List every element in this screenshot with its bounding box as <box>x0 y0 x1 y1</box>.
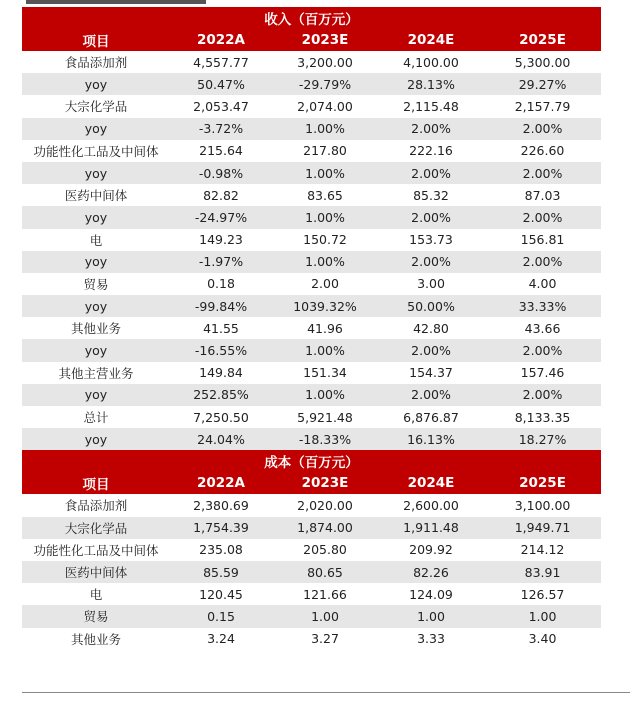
revenue-column-header: 2024E <box>378 29 484 51</box>
cost-column-header: 项目 <box>22 472 170 494</box>
table-cell: 1,874.00 <box>272 517 378 539</box>
table-cell: 2.00% <box>484 251 601 273</box>
table-row <box>22 362 601 384</box>
row-label: yoy <box>22 251 170 273</box>
bottom-divider <box>22 692 630 693</box>
table-cell: 41.55 <box>203 320 239 336</box>
table-row <box>22 605 601 627</box>
table-cell: 2.00% <box>484 339 601 361</box>
table-row <box>22 494 601 516</box>
row-label: 医药中间体 <box>22 561 170 583</box>
table-cell: 1.00% <box>272 251 378 273</box>
table-cell: 1.00% <box>272 206 378 228</box>
row-label: 食品添加剂 <box>64 498 128 514</box>
table-row <box>22 384 601 406</box>
table-row <box>22 162 601 184</box>
row-label: 电 <box>89 232 103 248</box>
table-cell: 2,053.47 <box>193 98 249 114</box>
table-row <box>22 251 601 273</box>
table-cell: 1.00 <box>272 605 378 627</box>
table-cell: 82.26 <box>378 561 484 583</box>
row-label: 医药中间体 <box>64 188 128 204</box>
table-cell: 3.40 <box>528 631 557 647</box>
table-cell: 157.46 <box>520 365 565 381</box>
table-cell: 121.66 <box>303 586 347 602</box>
table-cell: 2,600.00 <box>403 497 459 513</box>
row-label: 贸易 <box>22 605 170 627</box>
table-cell: -18.33% <box>272 428 378 450</box>
cost-section-title: 成本（百万元） <box>22 450 601 472</box>
table-row <box>22 95 601 117</box>
table-cell: 126.57 <box>520 586 565 602</box>
row-label: 其他主营业务 <box>58 365 134 381</box>
table-cell: 1,949.71 <box>484 517 601 539</box>
table-cell: 2.00% <box>378 118 484 140</box>
table-cell: -24.97% <box>170 206 272 228</box>
table-row <box>22 583 601 605</box>
table-row <box>22 339 601 361</box>
table-cell: 80.65 <box>272 561 378 583</box>
table-cell: 2,380.69 <box>193 497 249 513</box>
revenue-column-header: 项目 <box>22 29 170 51</box>
table-cell: 28.13% <box>378 73 484 95</box>
row-label: yoy <box>22 118 170 140</box>
table-cell: 4.00 <box>528 276 557 292</box>
table-cell: -0.98% <box>170 162 272 184</box>
row-label: yoy <box>22 384 170 406</box>
table-cell: 83.65 <box>307 187 343 203</box>
table-row <box>22 140 601 162</box>
table-cell: 205.80 <box>303 542 347 558</box>
row-label: yoy <box>22 206 170 228</box>
row-label: yoy <box>22 162 170 184</box>
table-cell: 24.04% <box>170 428 272 450</box>
table-cell: 120.45 <box>199 586 243 602</box>
table-cell: 2,115.48 <box>403 98 459 114</box>
table-row <box>22 229 601 251</box>
table-row <box>22 628 601 650</box>
row-label: 电 <box>89 587 103 603</box>
table-cell: 85.32 <box>413 187 449 203</box>
row-label: yoy <box>22 295 170 317</box>
forecast-table-container <box>22 7 601 650</box>
table-cell: 83.91 <box>484 561 601 583</box>
table-row <box>22 561 601 583</box>
table-row <box>22 206 601 228</box>
table-cell: 209.92 <box>409 542 453 558</box>
revenue-column-header: 2022A <box>170 29 272 51</box>
table-row <box>22 73 601 95</box>
table-cell: 1.00 <box>484 605 601 627</box>
table-cell: 252.85% <box>170 384 272 406</box>
table-cell: 1,911.48 <box>378 517 484 539</box>
table-cell: 4,100.00 <box>403 54 459 70</box>
table-cell: 124.09 <box>409 586 453 602</box>
table-cell: 1.00% <box>272 162 378 184</box>
row-label: 总计 <box>83 410 109 426</box>
row-label: 功能性化工品及中间体 <box>33 143 159 159</box>
row-label: 食品添加剂 <box>64 55 128 71</box>
table-cell: 41.96 <box>307 320 343 336</box>
cost-column-header: 2022A <box>170 472 272 494</box>
row-label: 其他业务 <box>70 321 121 337</box>
table-cell: 0.18 <box>207 276 235 292</box>
revenue-header-row <box>22 29 601 51</box>
table-cell: 1.00 <box>378 605 484 627</box>
row-label: yoy <box>22 73 170 95</box>
table-cell: 150.72 <box>303 232 347 248</box>
table-cell: 151.34 <box>303 365 347 381</box>
table-cell: 222.16 <box>409 143 453 159</box>
table-cell: 50.00% <box>378 295 484 317</box>
revenue-column-header: 2025E <box>484 29 601 51</box>
cost-section-title-row <box>22 450 601 472</box>
table-cell: 2.00% <box>484 206 601 228</box>
row-label: yoy <box>22 428 170 450</box>
table-cell: 2.00% <box>378 384 484 406</box>
table-row <box>22 295 601 317</box>
table-cell: 2.00% <box>378 251 484 273</box>
table-row <box>22 118 601 140</box>
table-cell: -99.84% <box>170 295 272 317</box>
table-row <box>22 428 601 450</box>
table-cell: 3,100.00 <box>514 497 571 513</box>
table-cell: 1.00% <box>272 384 378 406</box>
table-row <box>22 51 601 73</box>
table-cell: -1.97% <box>170 251 272 273</box>
row-label: 功能性化工品及中间体 <box>33 542 159 558</box>
table-cell: 8,133.35 <box>514 409 571 425</box>
table-row <box>22 317 601 339</box>
table-cell: 5,921.48 <box>297 409 353 425</box>
table-cell: 7,250.50 <box>193 409 249 425</box>
table-cell: 214.12 <box>520 542 565 558</box>
table-cell: 1,754.39 <box>170 517 272 539</box>
table-row <box>22 184 601 206</box>
table-cell: -29.79% <box>272 73 378 95</box>
revenue-column-header: 2023E <box>272 29 378 51</box>
table-cell: 16.13% <box>378 428 484 450</box>
table-cell: 2,020.00 <box>297 497 353 513</box>
row-label: 大宗化学品 <box>64 99 128 115</box>
table-cell: 82.82 <box>203 187 239 203</box>
table-cell: 42.80 <box>413 320 449 336</box>
cost-header-row <box>22 472 601 494</box>
table-cell: 2,157.79 <box>514 98 571 114</box>
table-cell: -16.55% <box>170 339 272 361</box>
table-row <box>22 517 601 539</box>
revenue-section-title-row <box>22 7 601 29</box>
table-row <box>22 406 601 428</box>
row-label: 大宗化学品 <box>22 517 170 539</box>
table-cell: 2.00% <box>378 162 484 184</box>
table-cell: 149.23 <box>199 232 243 248</box>
cost-column-header: 2025E <box>484 472 601 494</box>
forecast-table <box>22 7 601 650</box>
table-cell: 6,876.87 <box>403 409 459 425</box>
table-cell: 149.84 <box>199 365 243 381</box>
table-cell: -3.72% <box>170 118 272 140</box>
table-cell: 18.27% <box>484 428 601 450</box>
table-cell: 43.66 <box>524 320 561 336</box>
row-label: 贸易 <box>83 276 109 292</box>
table-cell: 29.27% <box>484 73 601 95</box>
table-cell: 50.47% <box>170 73 272 95</box>
table-cell: 235.08 <box>199 542 243 558</box>
table-cell: 3.24 <box>207 631 235 647</box>
table-cell: 215.64 <box>199 143 243 159</box>
cost-column-header: 2023E <box>272 472 378 494</box>
table-cell: 153.73 <box>409 232 453 248</box>
table-cell: 3.00 <box>417 276 445 292</box>
table-cell: 1.00% <box>272 339 378 361</box>
table-cell: 87.03 <box>524 187 561 203</box>
table-cell: 3.27 <box>311 631 339 647</box>
table-cell: 5,300.00 <box>514 54 571 70</box>
table-cell: 2.00% <box>484 384 601 406</box>
table-cell: 0.15 <box>170 605 272 627</box>
table-cell: 217.80 <box>303 143 347 159</box>
table-cell: 3.33 <box>417 631 445 647</box>
revenue-section-title: 收入（百万元） <box>22 7 601 29</box>
table-cell: 1039.32% <box>272 295 378 317</box>
table-cell: 2.00% <box>484 118 601 140</box>
table-cell: 154.37 <box>409 365 453 381</box>
table-cell: 85.59 <box>170 561 272 583</box>
table-cell: 4,557.77 <box>193 54 249 70</box>
row-label: 其他业务 <box>70 631 121 647</box>
table-cell: 33.33% <box>484 295 601 317</box>
table-cell: 2,074.00 <box>297 98 353 114</box>
table-cell: 2.00% <box>378 206 484 228</box>
table-cell: 3,200.00 <box>297 54 353 70</box>
table-cell: 156.81 <box>520 232 565 248</box>
table-cell: 1.00% <box>272 118 378 140</box>
table-cell: 226.60 <box>520 143 565 159</box>
table-row <box>22 539 601 561</box>
row-label: yoy <box>22 339 170 361</box>
table-row <box>22 273 601 295</box>
table-cell: 2.00% <box>484 162 601 184</box>
table-cell: 2.00 <box>311 276 339 292</box>
top-cropped-caption-bar <box>26 0 206 4</box>
table-cell: 2.00% <box>378 339 484 361</box>
cost-column-header: 2024E <box>378 472 484 494</box>
